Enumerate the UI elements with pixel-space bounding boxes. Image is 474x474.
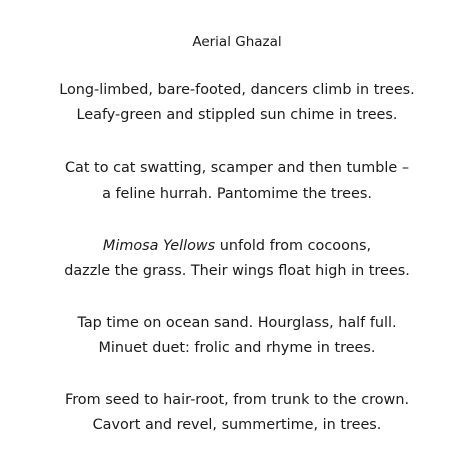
poem-line: Leafy-green and stippled sun chime in trees. <box>76 107 398 123</box>
poem-line: Minuet duet: frolic and rhyme in trees. <box>98 340 376 356</box>
italic-phrase: Mimosa Yellows <box>102 238 216 254</box>
line-text: unfold from cocoons, <box>215 238 372 254</box>
poem-line: Long-limbed, bare-footed, dancers climb in trees. <box>59 82 415 98</box>
poem-title: Aerial Ghazal <box>192 34 282 50</box>
poem-line: Cat to cat swatting, scamper and then tumble – <box>64 160 410 176</box>
poem-line: dazzle the grass. Their wings float high in trees. <box>64 263 410 279</box>
poem-line: a feline hurrah. Pantomime the trees. <box>102 186 372 202</box>
poem-line: From seed to hair-root, from trunk to the crown. <box>64 392 410 408</box>
poem-line <box>0 236 474 256</box>
poem-line: Tap time on ocean sand. Hourglass, half full. <box>77 315 397 331</box>
poem-line: Cavort and revel, summertime, in trees. <box>92 417 382 433</box>
